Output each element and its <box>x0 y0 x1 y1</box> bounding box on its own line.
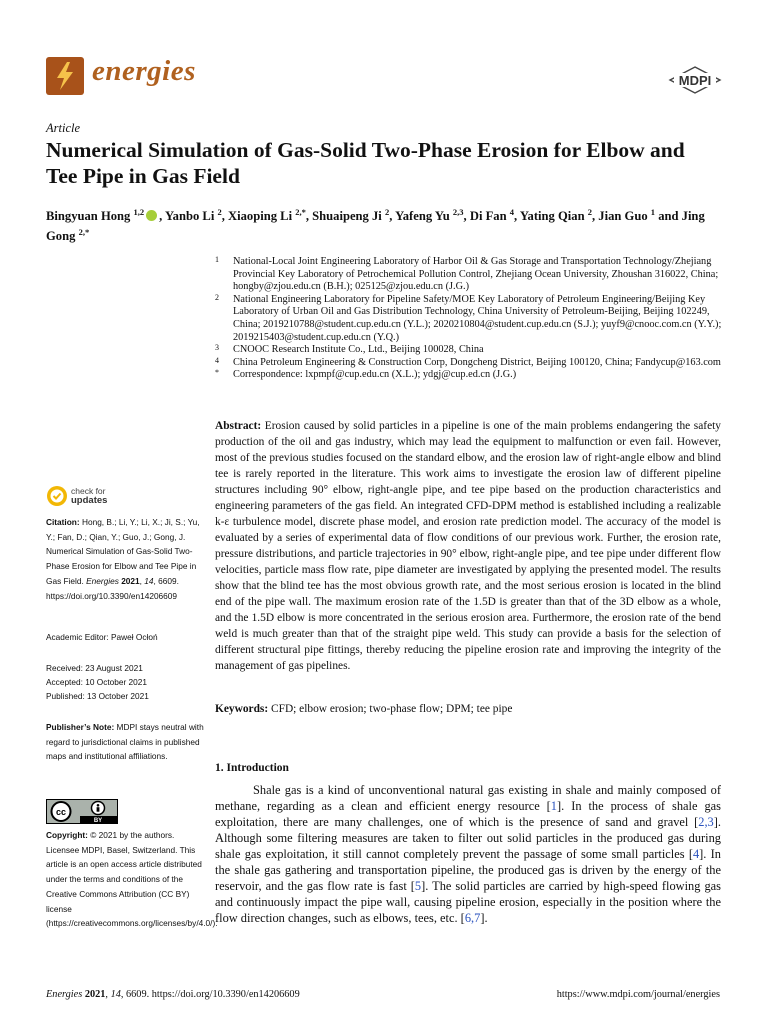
affiliation-item <box>215 344 725 357</box>
affiliations <box>215 256 725 382</box>
publisher-note <box>46 720 204 764</box>
keywords-text: CFD; elbow erosion; two-phase flow; DPM; tee pipe <box>271 703 513 715</box>
author-affiliation-marker: 2 <box>384 207 390 217</box>
author-list: Bingyuan Hong $^{1,2}$ , Yanbo Li $^2$, Xiaoping Li $^{2,*}$, Shuaipeng Ji $^2$, Yafeng Yu $^{2,3}$, Di Fan $^4$, Yating Qian $^2$, Jian Guo $^1$ and Jing Gong $^{2,*}$ <box>46 207 705 244</box>
copyright-text: © 2021 by the authors. Licensee MDPI, Basel, Switzerland. This article is an open access article distributed under the terms and conditions of the Creative Commons Attribution (CC BY) license (https://creativecommons.org/licenses/by/4.0/). <box>46 830 218 929</box>
author-affiliation-marker: 1 <box>650 207 656 217</box>
affiliation-item <box>215 357 725 370</box>
affiliation-text: National-Local Joint Engineering Laboratory of Harbor Oil & Gas Storage and Transportation Technology/Zhejiang Provincial Key Laboratory of Petrochemical Pollution Control, Zhejiang Ocean University, Zhoushan 316022, China; hongby@zjou.edu.cn (B.H.); 025125@zjou.edu.cn (J.G.) <box>233 256 719 293</box>
paragraph-text: ]. In the shale gas gathering and transportation pipeline, the produced gas is driven by the energy of the reservoir, and the gas flow rate is fast [ <box>215 847 721 893</box>
section-paragraph <box>215 782 721 926</box>
affiliation-number: 2 <box>215 292 219 302</box>
affiliation-number: * <box>215 368 219 378</box>
abstract-label: Abstract: <box>215 420 262 432</box>
footer-journal: Energies <box>46 989 83 1000</box>
publisher-note-text: MDPI stays neutral with regard to jurisdictional claims in published maps and institutional affiliations. <box>46 722 204 762</box>
received-date: Received: 23 August 2021 <box>46 663 143 673</box>
footer-doi: , 6609. https://doi.org/10.3390/en14206609 <box>120 989 300 1000</box>
citation-text: Hong, B.; Li, Y.; Li, X.; Ji, S.; Yu, Y.; Fan, D.; Qian, Y.; Guo, J.; Gong, J. Numerical Simulation of Gas-Solid Two-Phase Erosion for Elbow and Tee Pipe in Gas Field. <box>46 517 200 586</box>
author-name[interactable]: Yanbo Li <box>164 209 215 224</box>
affiliation-number: 3 <box>215 343 219 353</box>
author-name[interactable]: Xiaoping Li <box>228 209 293 224</box>
affiliation-number: 1 <box>215 255 219 264</box>
article-type: Article <box>46 121 81 135</box>
citation-volume: 14 <box>144 575 154 586</box>
check-label: check for <box>71 486 106 496</box>
publisher-note-label: Publisher’s Note: <box>46 722 115 732</box>
journal-name[interactable]: energies <box>92 55 196 87</box>
author-name[interactable]: Yafeng Yu <box>395 209 450 224</box>
affiliation-text: Correspondence: lxpmpf@cup.edu.cn (X.L.); ydgj@cup.ed.cn (J.G.) <box>233 369 517 381</box>
citation-doi: , 6609. https://doi.org/10.3390/en14206609 <box>46 575 179 601</box>
paragraph-text: ]. The solid particles are carried by high-speed flowing gas and continuously impact the pipe wall, causing pipeline erosion, especially in the position where the flow direction changes, such as elbows, tees, etc. [ <box>215 879 721 925</box>
cc-by-label: BY <box>93 818 103 823</box>
svg-text:cc: cc <box>55 807 67 817</box>
keywords <box>215 701 721 717</box>
reference-link[interactable]: 6,7 <box>464 911 481 925</box>
updates-label: updates <box>71 495 108 506</box>
affiliation-text: CNOOC Research Institute Co., Ltd., Beijing 100028, China <box>233 344 484 356</box>
abstract <box>215 418 721 674</box>
affiliation-item <box>215 294 725 344</box>
paragraph-text: Shale gas is a kind of unconventional natural gas existing in shale and mainly composed of methane, regarding as a clean and efficient energy resource [ <box>215 783 721 813</box>
author-name[interactable]: Jian Guo <box>598 209 648 224</box>
check-updates-icon <box>46 485 68 507</box>
author-name[interactable]: and Jing Gong <box>46 209 705 244</box>
author-name[interactable]: Shuaipeng Ji <box>312 209 382 224</box>
reference-link[interactable]: 1 <box>550 799 557 813</box>
citation-block: Citation: Hong, B.; Li, Y.; Li, X.; Ji, S.; Yu, Y.; Fan, D.; Qian, Y.; Guo, J.; Gong, J. Numerical Simulation of Gas-Solid Two-Phase Erosion for Elbow and Tee Pipe in Gas Field. Energies 2021, 14, 6609. https://doi.org/10.3390/en14206609 <box>46 517 200 601</box>
lightning-icon <box>46 57 84 95</box>
keywords-label: Keywords: <box>215 703 269 715</box>
paragraph-text: ]. Although some filtering measures are taken to filter out solid particles in the produced gas during shale gas exploitation, it still cannot completely prevent the passage of some small particles [ <box>215 815 721 861</box>
abstract-text: Erosion caused by solid particles in a pipeline is one of the main problems endangering the safety production of the oil and gas industry, which may lead the equipment to malfunction or even fail. However, most of the previous studies focused on the standard elbow, and the erosion law of right-angle elbow and blind tee is rarely reported in the literature. This work aims to investigate the erosion law of different pipeline structures including 90° elbow, right-angle pipe, and tee pipe based on the production characteristics and engineering parameters of the gas field. An integrated CFD-DPM method is established including a realizable k-ε turbulence model, discrete phase model, and erosion rate prediction model. The accuracy of the model is evaluated by a series of experimental data of flow conditions of our previous work. Further, the erosion rate, pressure distributions, and particle trajectories in 90° elbow, right-angle pipe, and tee pipe under different flow velocities, particle mass flow rate, pipe diameter are investigated by applying the presented model. The results show that the blind tee has the most obvious growth rate, and the most serious erosion is located in the blind end of the pipe wall. The maximum erosion rate of the 1.5D is greater than that of the 3D elbow as a whole, and the 1.5D elbow is more concentrated in the serious erosion area. Furthermore, the erosion rate of the bend weld is much greater than that of the straight pipe weld. This study can provide a basis for the selection of different structural pipe fittings, thereby reducing the pipeline erosion rate and improving the integrity of the management of gas pipelines. <box>215 420 721 672</box>
copyright-block <box>46 828 218 931</box>
section-heading: 1. Introduction <box>215 762 289 774</box>
orcid-icon[interactable] <box>146 210 157 221</box>
author-affiliation-marker: 2,* <box>295 207 306 217</box>
paragraph-text: ]. <box>480 911 488 925</box>
reference-link[interactable]: 4 <box>692 847 700 861</box>
publisher-name: MDPI <box>678 73 712 88</box>
publisher-logo[interactable] <box>668 66 722 99</box>
affiliation-text: National Engineering Laboratory for Pipeline Safety/MOE Key Laboratory of Petroleum Engineering/Beijing Key Laboratory of Urban Oil and Gas Distribution Technology, China University of Petroleum-Beijing, Beijing 102249, China; 2019210788@student.cup.edu.cn (Y.L.); 2020210804@student.cup.edu.cn (S.J.); yuyf9@cnooc.com.cn (Y.Y.); 2019215403@student.cup.edu.cn (Y.Q.) <box>233 293 722 343</box>
published-date: Published: 13 October 2021 <box>46 691 149 701</box>
author-affiliation-marker: 2 <box>217 207 222 217</box>
author-name[interactable]: Di Fan <box>469 209 507 224</box>
footer-volume: 14 <box>110 989 121 1000</box>
author-affiliation-marker: 4 <box>509 207 514 217</box>
author-affiliation-marker: 1,2 <box>133 207 145 217</box>
citation-year: 2021 <box>121 575 140 586</box>
author-affiliation-marker: 2 <box>587 207 592 217</box>
reference-link[interactable]: 2,3 <box>698 815 714 829</box>
copyright-label: Copyright: <box>46 830 88 840</box>
paragraph-text: ]. In the process of shale gas exploitation, there are many challenges, one of which is the presence of sand and gravel [ <box>215 799 721 829</box>
author-name[interactable]: Yating Qian <box>519 209 585 224</box>
footer-citation: Energies 2021, 14, 6609. https://doi.org/10.3390/en14206609 <box>46 989 300 1000</box>
cc-by-icon <box>47 800 117 823</box>
author-affiliation-marker: 2,* <box>78 227 90 238</box>
academic-editor: Academic Editor: Paweł Ocłoń <box>46 632 158 642</box>
footer-journal-url[interactable]: https://www.mdpi.com/journal/energies <box>556 989 720 1000</box>
citation-label: Citation: <box>46 517 80 527</box>
affiliation-text: China Petroleum Engineering & Construction Corp, Dongcheng District, Beijing 100120, China; Fandycup@163.com <box>233 356 721 368</box>
accepted-date: Accepted: 10 October 2021 <box>46 677 148 687</box>
affiliation-item <box>215 369 725 382</box>
affiliation-item <box>215 256 725 294</box>
footer-year: 2021 <box>84 989 106 1000</box>
affiliation-number: 4 <box>215 355 219 365</box>
reference-link[interactable]: 5 <box>414 879 422 893</box>
author-affiliation-marker: 2,3 <box>452 207 464 217</box>
journal-logo <box>46 57 84 95</box>
article-title: Numerical Simulation of Gas-Solid Two-Phase Erosion for Elbow and Tee Pipe in Gas Field <box>46 138 685 188</box>
cc-by-license-badge[interactable] <box>46 799 118 824</box>
author-name[interactable]: Bingyuan Hong <box>46 209 131 224</box>
citation-journal: Energies <box>86 575 119 586</box>
